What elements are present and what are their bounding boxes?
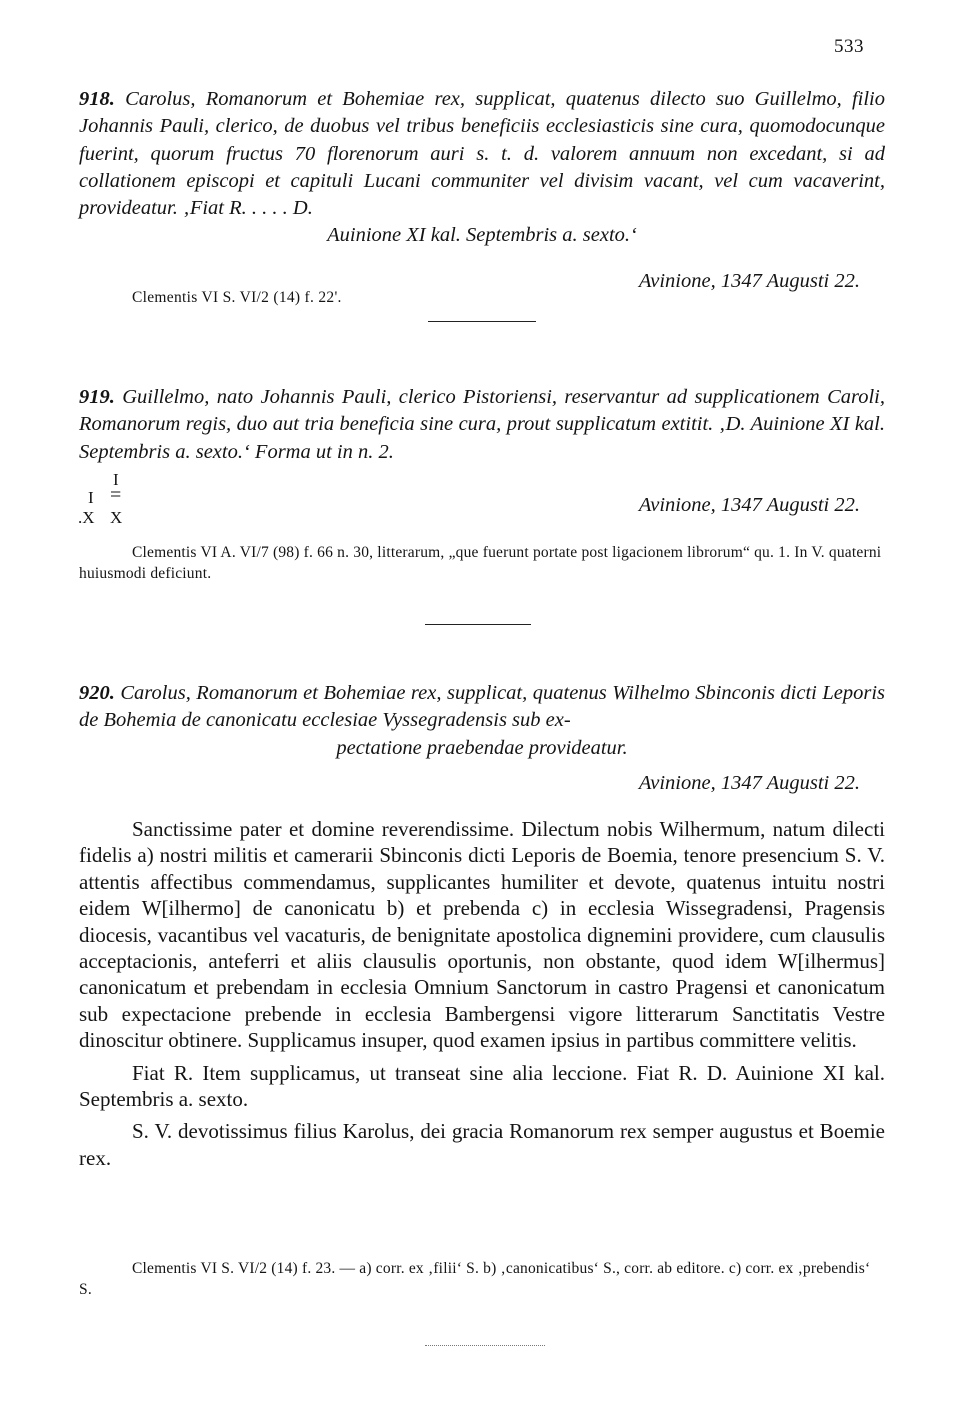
letter-paragraph: Sanctissime pater et domine reverendissime. Dilectum nobis Wilhermum, natum dilecti fidelis a) nostri militis et camerarii Sbinconis dicti Leporis de Boemia, tenore presencium S. V. attentis affectibus commendamus, supplicantes humiliter et devote, quatenus intuitu nostri eidem W[ilhermo] de canonicatu b) et prebenda c) in ecclesia Wissegradensi, Pragensis diocesis, vacantibus vel vacaturis, de benignitate apostolica dignemini providere, cum clausulis acceptacionis, anteferri et aliis clausulis oportunis, non obstante, quod idem W[ilhermus] canonicatum et prebendam in ecclesia Omnium Sanctorum in castro Pragensi et canonicatum sub expectacione prebende in ecclesia Bambergensi vigore litterarum Sanctitatis Vestre dinoscitur obtinere. Supplicamus insuper, quod examen ipsius in partibus committere velitis. (79, 817, 885, 1053)
entry-920 (79, 680, 885, 762)
entry-summary: Carolus, Romanorum et Bohemiae rex, supplicat, quatenus Wilhelmo Sbinconis dicti Leporis de Bohemia de canonicatu ecclesiae Vyssegradensis sub ex- (79, 682, 885, 732)
page-smudge-line (425, 1345, 545, 1346)
entry-summary-last-line: pectatione praebendae provideatur. (336, 736, 628, 759)
registry-mark (78, 470, 164, 530)
entry-number: 920. (79, 682, 115, 704)
entry-920-date: Avinione, 1347 Augusti 22. (638, 772, 860, 794)
entry-919 (79, 384, 885, 466)
entry-918-date: Avinione, 1347 Augusti 22. (638, 270, 860, 292)
letter-paragraph: Fiat R. Item supplicamus, ut transeat sine alia leccione. Fiat R. D. Auinione XI kal. Septembris a. sexto. (79, 1060, 885, 1112)
entry-919-source: Clementis VI A. VI/7 (98) f. 66 n. 30, litterarum, „que fuerunt portate post ligacionem librorum“ qu. 1. In V. quaterni huiusmodi deficiunt. (79, 544, 882, 582)
entry-summary: Carolus, Romanorum et Bohemiae rex, supplicat, quatenus dilecto suo Guillelmo, filio Johannis Pauli, clerico, de duobus vel tribus beneficiis ecclesiasticis sine cura, quomodocunque fuerint, quorum fructus 70 florenorum auri s. t. d. valorem annuum non excedant, si ad collationem episcopi et capituli Lucani communiter vel divisim vacant, vel cum vacaverint, provideatur. ‚Fiat R. . . . . D. (79, 88, 886, 220)
entry-summary-last-line: Auinione XI kal. Septembris a. sexto.‘ (327, 224, 637, 247)
separator-rule (425, 624, 531, 625)
letter-paragraph: S. V. devotissimus filius Karolus, dei gracia Romanorum rex semper augustus et Boemie rex. (79, 1119, 885, 1170)
mark-top: I (113, 470, 119, 489)
entry-918 (79, 86, 885, 250)
entry-918-source: Clementis VI S. VI/2 (14) f. 22'. (132, 289, 342, 306)
entry-number: 918. (79, 88, 115, 110)
entry-number: 919. (79, 386, 115, 408)
letter-text (79, 816, 885, 1171)
entry-920-source: Clementis VI S. VI/2 (14) f. 23. — a) corr. ex ‚filii‘ S. b) ‚canonicatibus‘ S., corr. ab editore. c) corr. ex ‚prebendis‘ S. (79, 1260, 871, 1298)
mark-left-bar: I (88, 488, 94, 507)
mark-bottom-left: .X (78, 508, 95, 527)
mark-sign: = (110, 484, 122, 506)
mark-bottom-right: X (110, 508, 123, 527)
page-number: 533 (834, 36, 864, 57)
separator-rule (428, 321, 536, 322)
entry-919-date: Avinione, 1347 Augusti 22. (638, 494, 860, 516)
entry-summary: Guillelmo, nato Johannis Pauli, clerico Pistoriensi, reservantur ad supplicationem Caroli, Romanorum regis, duo aut tria beneficia sine cura, prout supplicatum extitit. ‚D. Auinione XI kal. Septembris a. sexto.‘ Forma ut in n. 2. (79, 386, 886, 463)
